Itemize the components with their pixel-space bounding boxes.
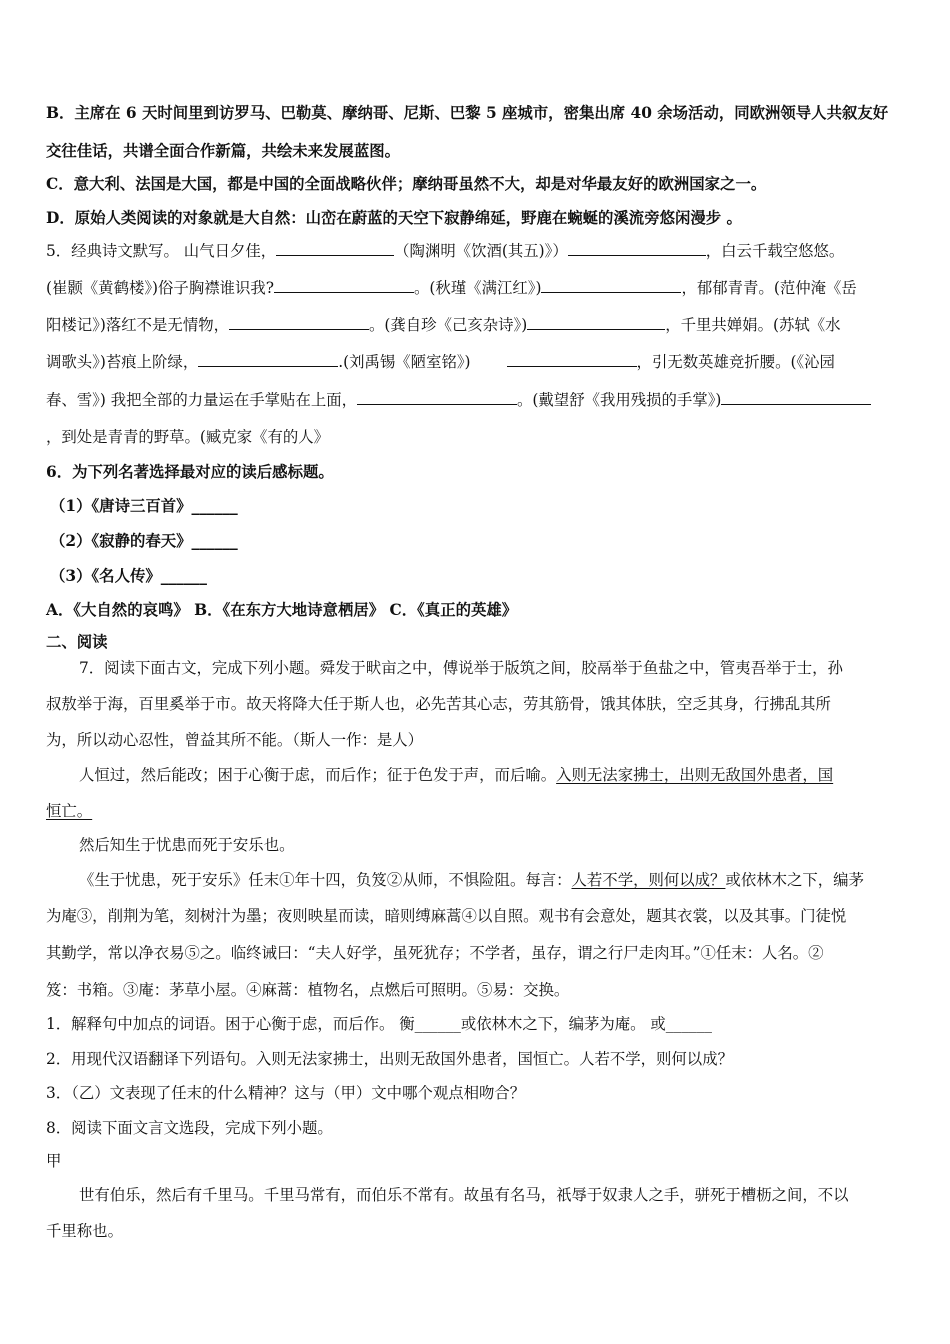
fill-blank[interactable] [527, 315, 665, 330]
q5-text: 调歌头》)苔痕上阶绿， [46, 353, 199, 371]
q5-line5 [46, 389, 871, 411]
q5-text: (崔颢《黄鹤楼》)俗子胸襟谁识我? [46, 279, 275, 297]
q4-option-b-line1: B．主席在 6 天时间里到访罗马、巴勒莫、摩纳哥、尼斯、巴黎 5 座城市，密集出席 40 余场活动，同欧洲领导人共叙友好 [46, 104, 889, 122]
fill-blank[interactable] [568, 241, 706, 256]
fill-blank[interactable] [507, 352, 637, 367]
q7-subquestion-1: 1．解释句中加点的词语。困于心衡于虑，而后作。 衡______或依林木之下，编茅为庵。 或______ [46, 1015, 712, 1033]
q7-para4-line4: 笈：书箱。③庵：茅草小屋。④麻蒿：植物名，点燃后可照明。⑤易：交换。 [46, 981, 570, 999]
q5-line1 [46, 240, 844, 262]
q5-line3 [46, 314, 841, 336]
q7-subquestion-2: 2．用现代汉语翻译下列语句。入则无法家拂士，出则无敌国外患者，国恒亡。人若不学，则何以成？ [46, 1050, 733, 1068]
q6-title: 6．为下列名著选择最对应的读后感标题。 [46, 463, 334, 481]
q7-text: 或依林木之下，编茅 [725, 871, 864, 889]
q7-subquestion-3: 3．（乙）文表现了任末的什么精神？这与（甲）文中哪个观点相吻合？ [46, 1084, 526, 1102]
q7-para1-line2: 叔敖举于海，百里奚举于市。故天将降大任于斯人也，必先苦其心志，劳其筋骨，饿其体肤，空乏其身，行拂乱其所 [46, 695, 831, 713]
q5-line4 [46, 351, 835, 373]
q5-text: ，引无数英雄竞折腰。(《沁园 [636, 353, 835, 371]
q8-para1-line2: 千里称也。 [46, 1222, 123, 1240]
fill-blank[interactable] [357, 390, 517, 405]
q5-text: ，白云千载空悠悠。 [705, 242, 845, 260]
q4-option-c: C．意大利、法国是大国，都是中国的全面战略伙伴；摩纳哥虽然不大，却是对华最友好的欧洲国家之一。 [46, 175, 767, 193]
fill-blank[interactable] [541, 278, 681, 293]
q5-text: 。(龚自珍《己亥杂诗》) [369, 316, 528, 334]
q8-para1-line1: 世有伯乐，然后有千里马。千里马常有，而伯乐不常有。故虽有名马，祇辱于奴隶人之手，骈死于槽枥之间，不以 [79, 1186, 849, 1204]
section-heading: 二、阅读 [46, 633, 108, 651]
q5-line6: ，到处是青青的野草。(臧克家《有的人》 [46, 428, 330, 446]
q6-item-2: （2）《寂静的春天》______ [50, 532, 238, 550]
q5-text: 阳楼记》)落红不是无情物， [46, 316, 229, 334]
q5-text: 5．经典诗文默写。 山气日夕佳， [46, 242, 277, 260]
q5-text: ，千里共婵娟。(苏轼《水 [665, 316, 841, 334]
q5-text: 。(秋瑾《满江红》) [414, 279, 542, 297]
q5-text: 春、雪》) 我把全部的力量运在手掌贴在上面， [46, 391, 358, 409]
fill-blank[interactable] [721, 390, 871, 405]
fill-blank[interactable] [229, 315, 369, 330]
q7-para1-line3: 为，所以动心忍性，曾益其所不能。（斯人一作：是人） [46, 731, 424, 749]
q7-para2-line1 [79, 764, 833, 786]
q7-underlined-sentence: 人若不学，则何以成？ [571, 871, 726, 889]
fill-blank[interactable] [198, 352, 338, 367]
q5-text: （陶渊明《饮酒(其五)》） [394, 242, 568, 260]
q6-options: A．《大自然的哀鸣》 B．《在东方大地诗意栖居》 C．《真正的英雄》 [46, 601, 518, 619]
q5-line2 [46, 277, 857, 299]
fill-blank[interactable] [276, 241, 394, 256]
q6-item-3: （3）《名人传》______ [50, 567, 207, 585]
q7-underlined-sentence: 入则无法家拂士，出则无敌国外患者，国 [556, 766, 834, 784]
q5-text: ，郁郁青青。(范仲淹《岳 [681, 279, 857, 297]
q8-section-label: 甲 [46, 1152, 62, 1170]
q4-option-d: D．原始人类阅读的对象就是大自然：山峦在蔚蓝的天空下寂静绵延，野鹿在蜿蜒的溪流旁悠闲漫步 。 [46, 209, 742, 227]
q7-text: 《生于忧患，死于安乐》任末①年十四，负笈②从师，不惧险阻。每言： [79, 871, 572, 889]
q7-para3: 然后知生于忧患而死于安乐也。 [79, 836, 295, 854]
q7-para4-line1 [79, 869, 864, 891]
q7-para2-line2: 恒亡。 [46, 802, 93, 820]
q6-item-1: （1）《唐诗三百首》______ [50, 497, 238, 515]
q7-para1-line1: 7．阅读下面古文，完成下列小题。舜发于畎亩之中，傅说举于版筑之间，胶鬲举于鱼盐之中，管夷吾举于士，孙 [79, 659, 843, 677]
fill-blank[interactable] [274, 278, 414, 293]
q4-option-b-line2: 交往佳话，共谱全面合作新篇，共绘未来发展蓝图。 [46, 142, 400, 160]
q7-para4-line3: 其勤学，常以净衣易⑤之。临终诫曰：“夫人好学，虽死犹存；不学者，虽存，谓之行尸走肉耳。”①任末：人名。② [46, 944, 824, 962]
q8-title: 8．阅读下面文言文选段，完成下列小题。 [46, 1119, 333, 1137]
q5-text: .(刘禹锡《陋室铭》) [338, 353, 471, 371]
q5-text: 。(戴望舒《我用残损的手掌》) [517, 391, 722, 409]
q7-para4-line2: 为庵③，削荆为笔，刻树汁为墨；夜则映星而读，暗则缚麻蒿④以自照。观书有会意处，题其衣裳，以及其事。门徒悦 [46, 907, 847, 925]
q7-text: 人恒过，然后能改；困于心衡于虑，而后作；征于色发于声，而后喻。 [79, 766, 557, 784]
